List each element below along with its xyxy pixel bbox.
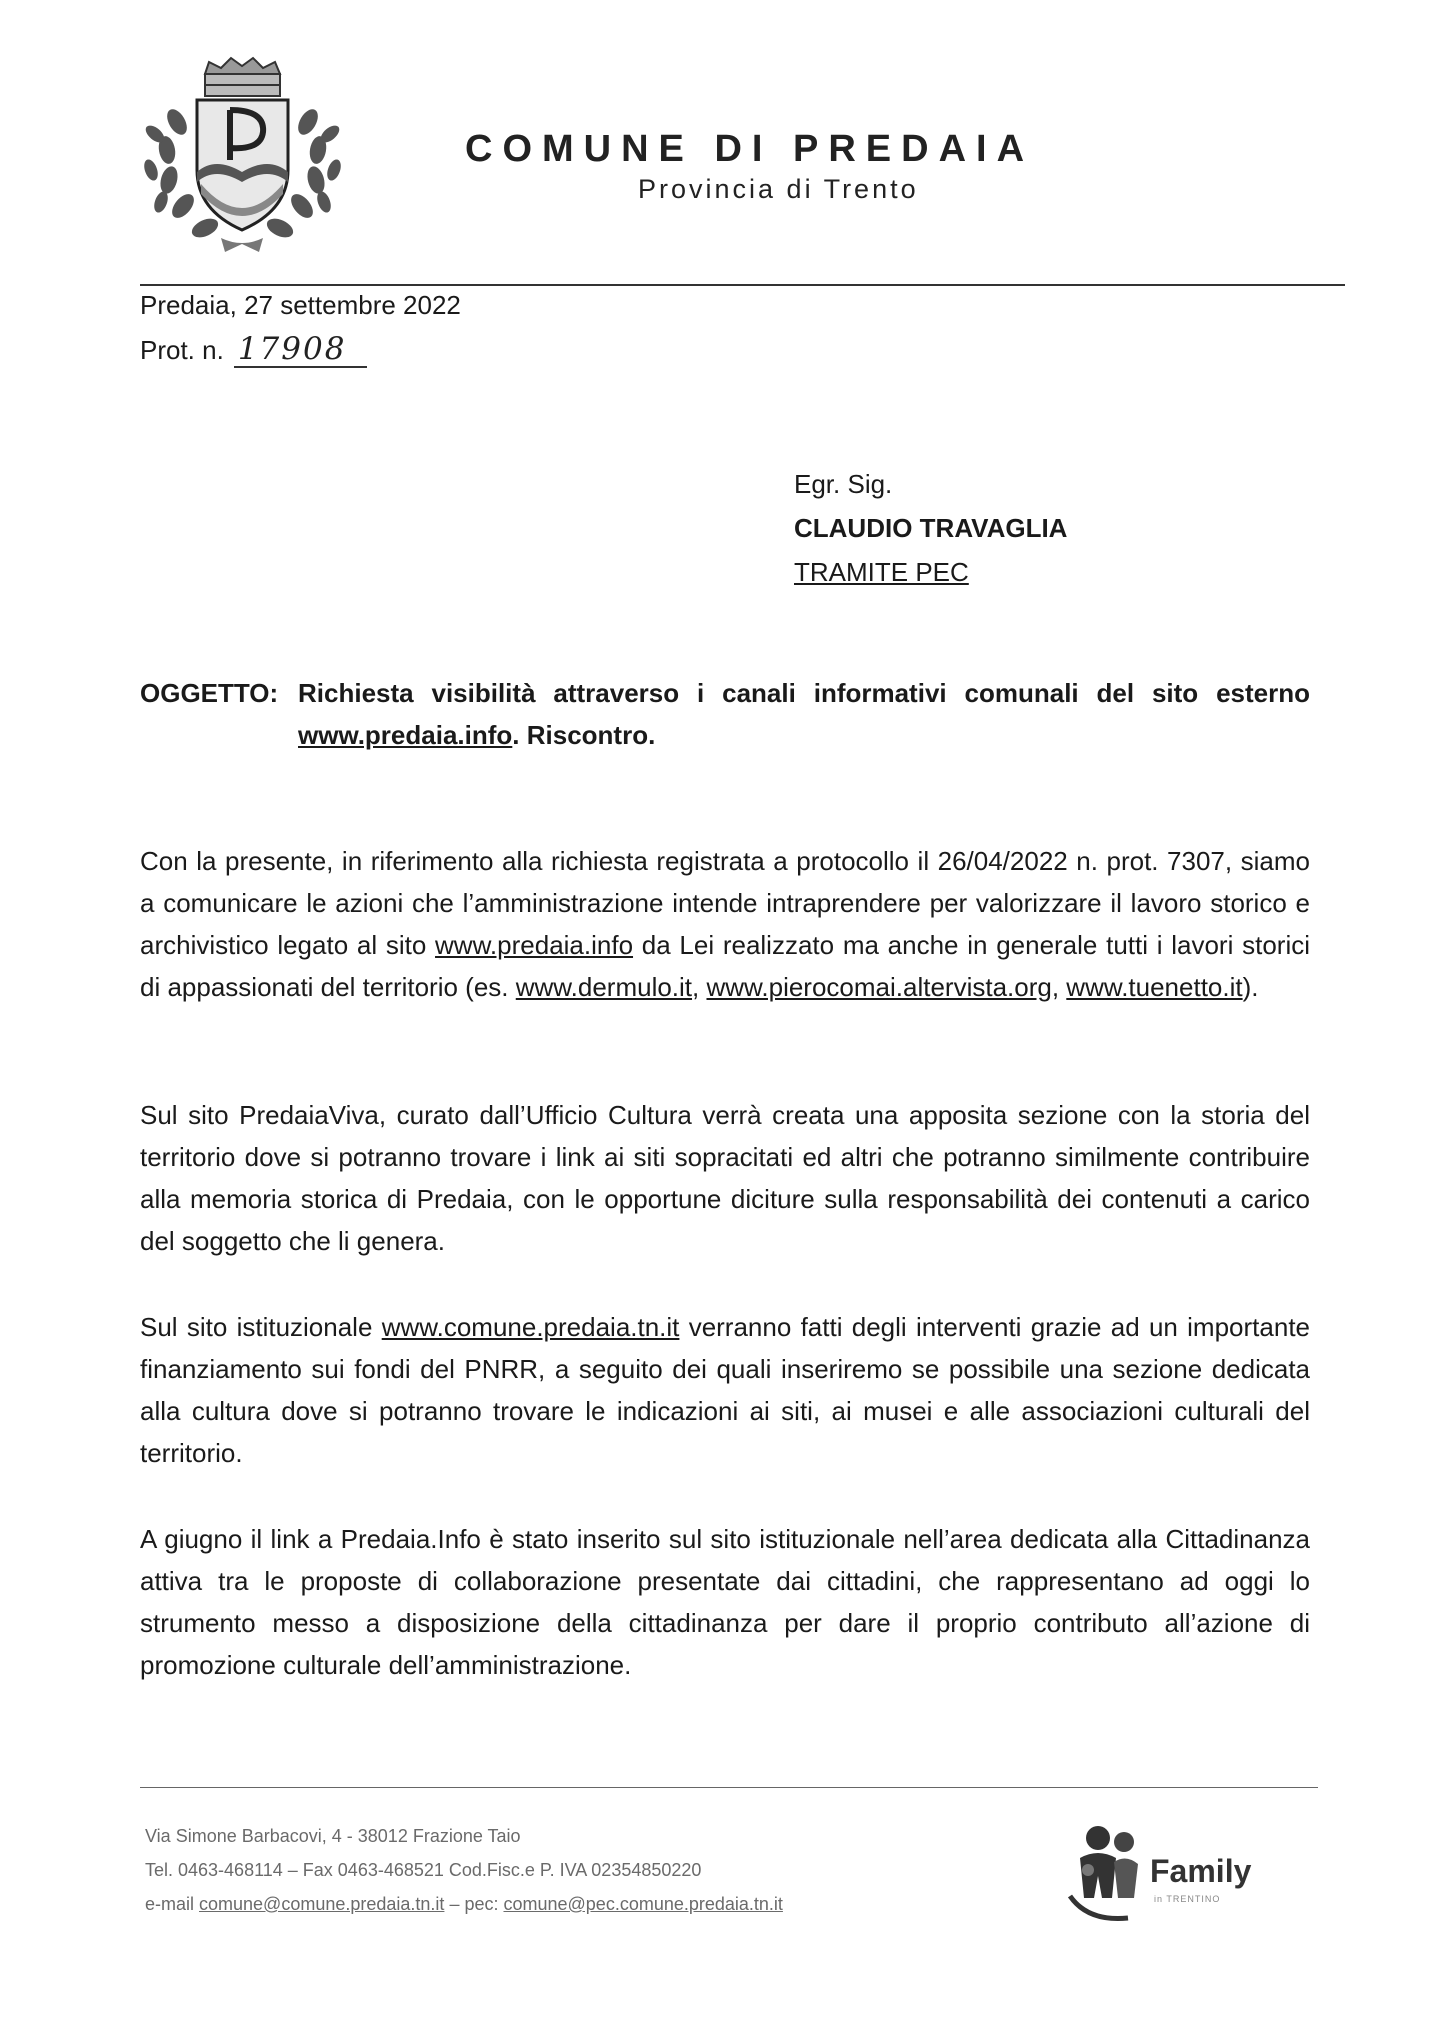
recipient-delivery: TRAMITE PEC: [794, 557, 969, 587]
recipient-block: [794, 462, 1067, 594]
paragraph-4: A giugno il link a Predaia.Info è stato inserito sul sito istituzionale nell’area dedicata alla Cittadinanza attiva tra le proposte di collaborazione presentate dai cittadini, che rappresentano ad oggi lo strumento messo a disposizione della cittadinanza per dare il proprio contributo all’azione di promozione culturale dell’amministrazione.: [140, 1524, 1310, 1680]
subject-text-end: . Riscontro.: [512, 720, 656, 750]
paragraph-1-text-d: ,: [1051, 972, 1067, 1002]
paragraph-2: Sul sito PredaiaViva, curato dall’Ufficio Cultura verrà creata una apposita sezione con la storia del territorio dove si potranno trovare i link ai siti sopracitati ed altri che potranno similmente contribuire alla memoria storica di Predaia, con le opportune diciture sulla responsabilità dei contenuti a carico del soggetto che li genera.: [140, 1100, 1310, 1256]
link-comune-predaia[interactable]: www.comune.predaia.tn.it: [381, 1312, 680, 1342]
link-tuenetto[interactable]: www.tuenetto.it: [1066, 972, 1243, 1002]
date-line: Predaia, 27 settembre 2022: [140, 290, 461, 320]
recipient-name: CLAUDIO TRAVAGLIA: [794, 513, 1068, 543]
footer-address: Via Simone Barbacovi, 4 - 38012 Frazione Taio: [145, 1826, 521, 1846]
paragraph-3-text-a: Sul sito istituzionale: [140, 1312, 382, 1342]
paragraph-3-text-b: verranno fatti degli interventi grazie ad un importante finanziamento sui fondi del PNRR, a seguito dei quali inseriremo se possibile una sezione dedicata alla cultura dove si potranno trovare le indicazioni ai siti, ai musei e alle associazioni culturali del territorio.: [140, 1312, 1311, 1468]
footer-divider: [140, 1787, 1318, 1788]
footer-email-link[interactable]: comune@comune.predaia.tn.it: [199, 1894, 445, 1914]
paragraph-1-text-c: ,: [692, 972, 707, 1002]
paragraph-1-text-b: da Lei realizzato ma anche in generale tutti i lavori storici di appassionati del territorio (es.: [140, 930, 1310, 1002]
paragraph-3: [140, 1306, 1310, 1474]
link-pierocomai[interactable]: www.pierocomai.altervista.org: [706, 972, 1052, 1002]
recipient-salutation: Egr. Sig.: [794, 469, 893, 499]
coat-of-arms-icon: [135, 52, 350, 257]
link-predaia-info[interactable]: www.predaia.info: [435, 930, 634, 960]
family-logo-text: Family: [1150, 1853, 1252, 1889]
header-divider: [140, 284, 1345, 286]
paragraph-1-text-a: Con la presente, in riferimento alla richiesta registrata a protocollo il 26/04/2022 n. prot. 7307, siamo a comunicare le azioni che l’amministrazione intende intraprendere per valorizzare il lavoro storico e archivistico legato al sito: [140, 846, 1310, 960]
family-logo-icon: [1058, 1818, 1278, 1928]
footer-phones: Tel. 0463-468114 – Fax 0463-468521 Cod.Fisc.e P. IVA 02354850220: [145, 1860, 702, 1880]
province-subtitle: Provincia di Trento: [638, 174, 919, 204]
family-logo-subtext: in TRENTINO: [1154, 1894, 1221, 1904]
paragraph-1: [140, 840, 1310, 1008]
footer-pec-link[interactable]: comune@pec.comune.predaia.tn.it: [503, 1894, 783, 1914]
footer-pec-label: – pec:: [444, 1894, 504, 1914]
municipality-title: COMUNE DI PREDAIA: [465, 128, 1035, 170]
footer-email-label: e-mail: [145, 1894, 200, 1914]
link-dermulo[interactable]: www.dermulo.it: [515, 972, 693, 1002]
footer-contacts: [145, 1894, 783, 1915]
subject-label: OGGETTO:: [140, 678, 279, 708]
protocol-line: [140, 332, 367, 368]
protocol-number: 17908: [234, 332, 367, 368]
subject-text: [298, 672, 1310, 756]
protocol-label: Prot. n.: [140, 335, 224, 365]
subject-text-main: Richiesta visibilità attraverso i canali informativi comunali del sito esterno: [298, 678, 1310, 708]
paragraph-1-text-e: ).: [1242, 972, 1259, 1002]
subject-link[interactable]: www.predaia.info: [298, 720, 513, 750]
subject-block: [140, 672, 1310, 756]
